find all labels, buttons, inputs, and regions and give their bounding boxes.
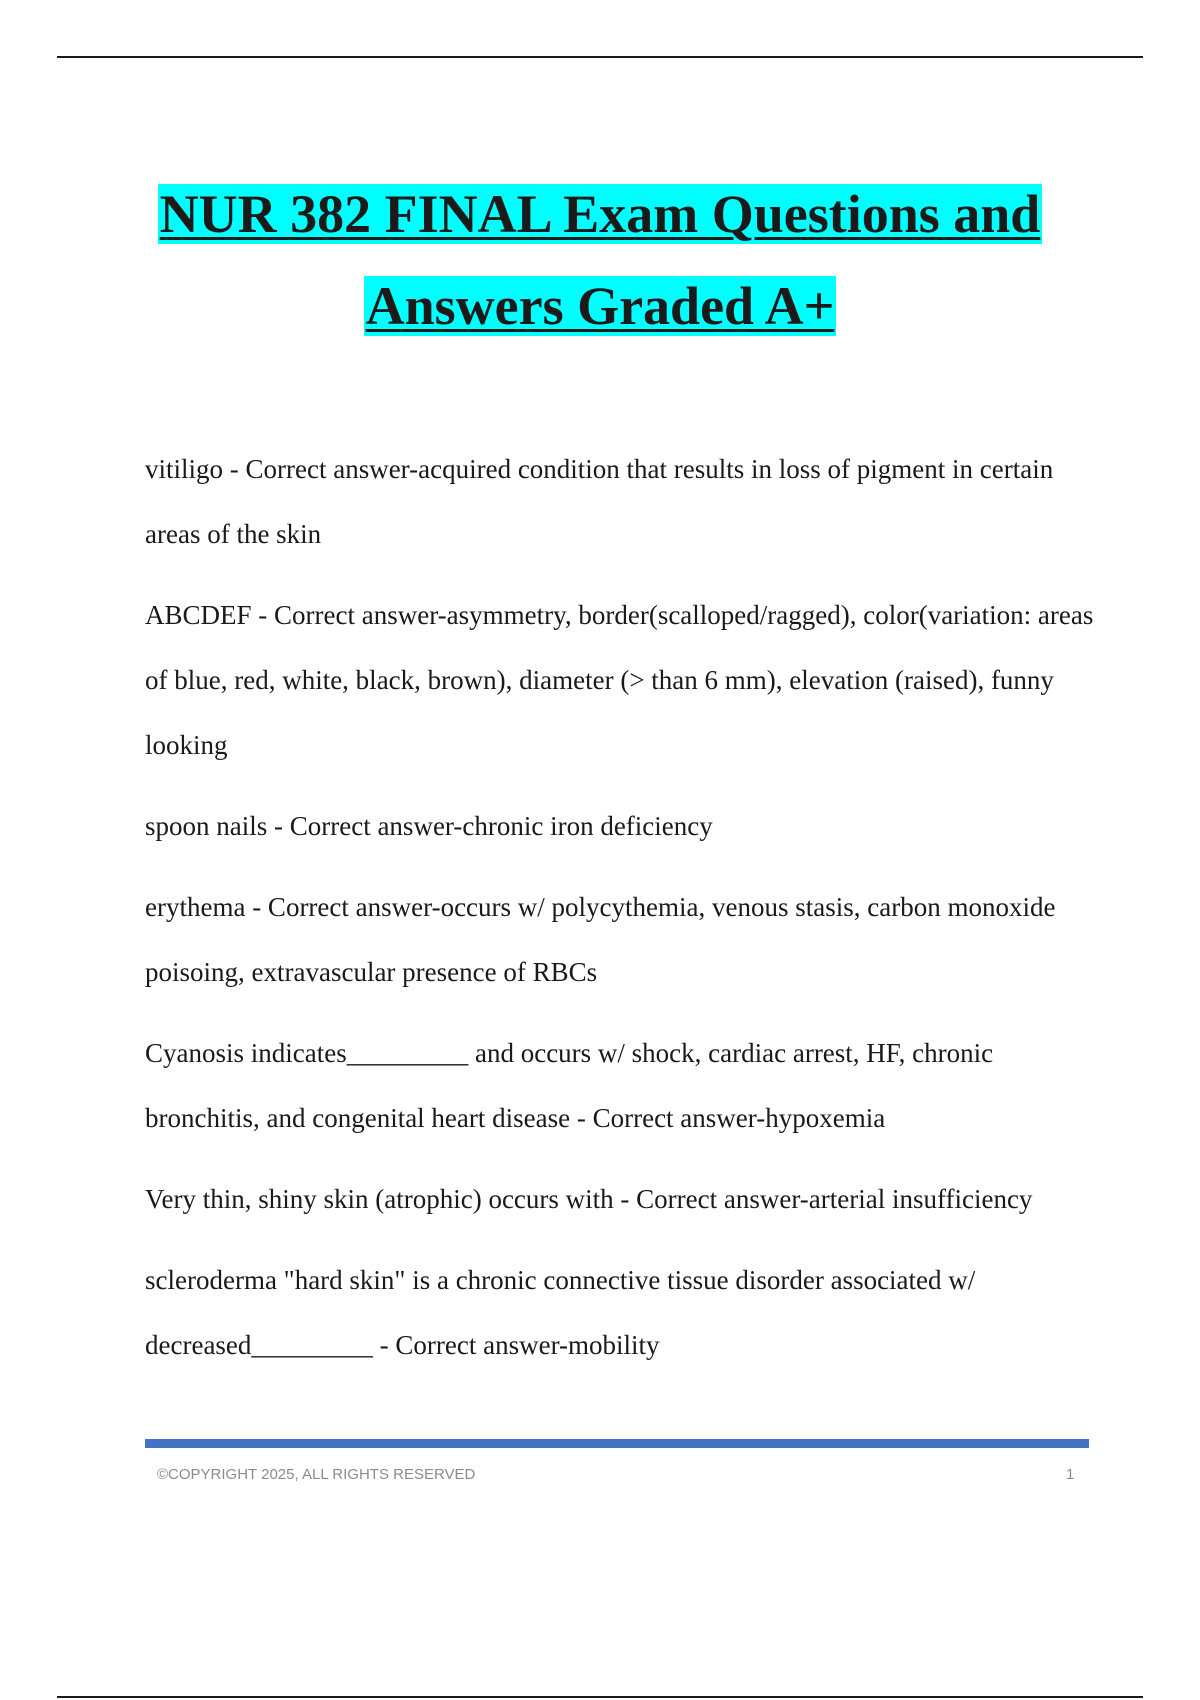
qa-item-abcdef: ABCDEF - Correct answer-asymmetry, border(scalloped/ragged), color(variation: areas of blue, red, white, black, brown), diameter (> than 6 mm), elevation (raised), funny looking (145, 600, 1094, 760)
qa-item-atrophic-skin: Very thin, shiny skin (atrophic) occurs with - Correct answer-arterial insufficiency (145, 1184, 1033, 1214)
title-line-1: NUR 382 FINAL Exam Questions and (159, 184, 1041, 244)
qa-list (145, 437, 1100, 1394)
header-rule (57, 56, 1143, 58)
document-title (0, 168, 1200, 352)
page-number: 1 (1066, 1466, 1075, 1483)
qa-item-scleroderma: scleroderma "hard skin" is a chronic connective tissue disorder associated w/ decreased_________ - Correct answer-mobility (145, 1265, 976, 1360)
bottom-rule (57, 1696, 1143, 1698)
title-line-2: Answers Graded A+ (365, 276, 835, 336)
footer-copyright: ©COPYRIGHT 2025, ALL RIGHTS RESERVED (157, 1466, 476, 1483)
qa-item-spoon-nails: spoon nails - Correct answer-chronic iron deficiency (145, 811, 713, 841)
footer-bar (145, 1439, 1089, 1448)
qa-item-erythema: erythema - Correct answer-occurs w/ polycythemia, venous stasis, carbon monoxide poisoing, extravascular presence of RBCs (145, 892, 1056, 987)
qa-item-vitiligo: vitiligo - Correct answer-acquired condition that results in loss of pigment in certain areas of the skin (145, 454, 1054, 549)
qa-item-cyanosis: Cyanosis indicates_________ and occurs w/ shock, cardiac arrest, HF, chronic bronchitis, and congenital heart disease - Correct answer-hypoxemia (145, 1038, 994, 1133)
